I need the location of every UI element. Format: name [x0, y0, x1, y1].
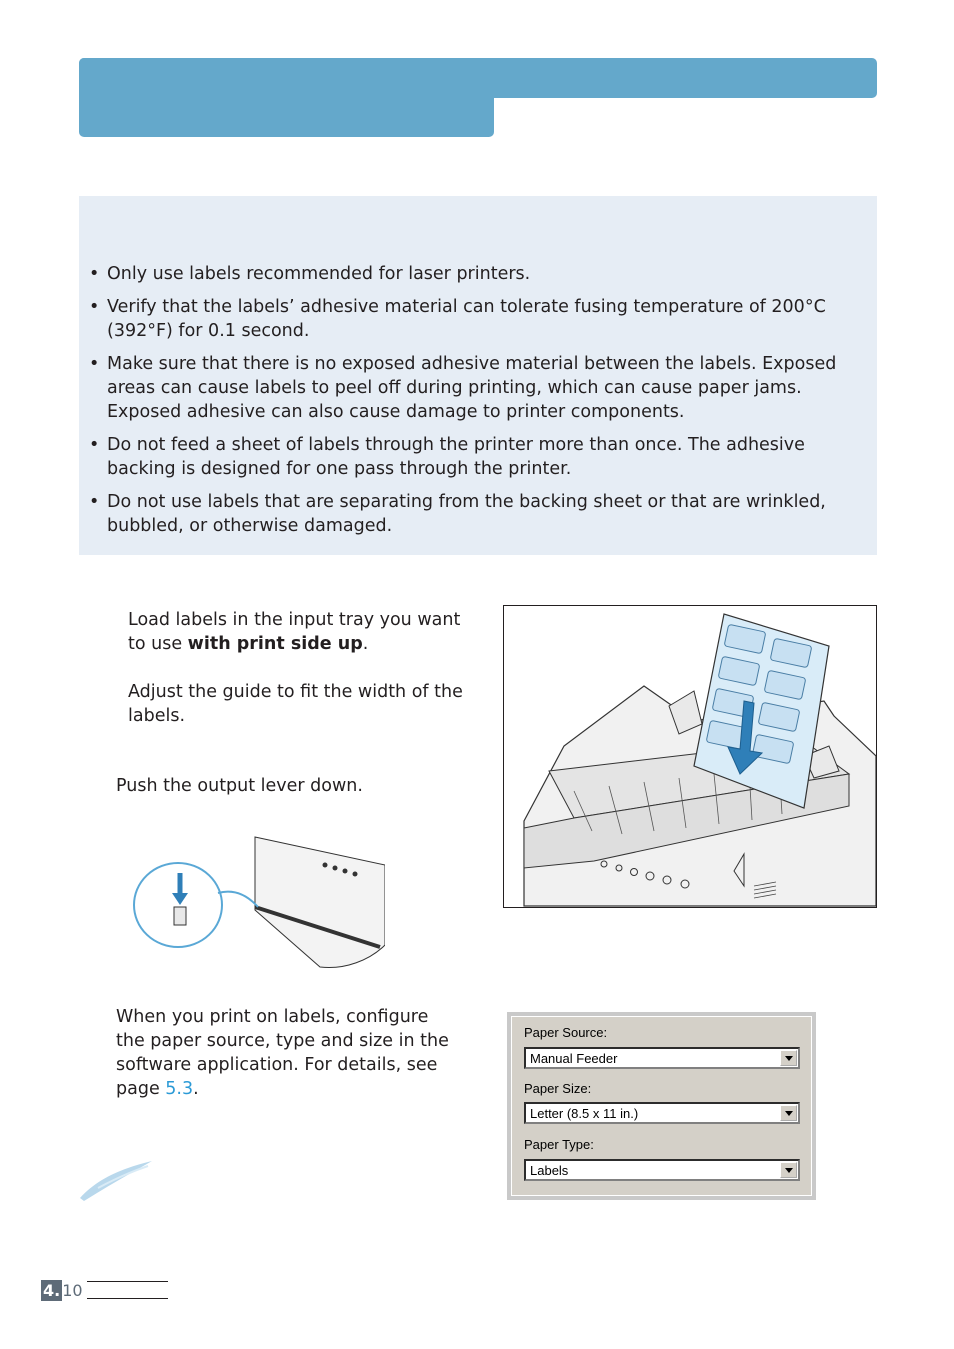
paper-source-value: Manual Feeder	[530, 1051, 618, 1066]
guideline-text: Only use labels recommended for laser printers.	[107, 264, 531, 284]
print-properties-inner	[511, 1016, 812, 1196]
guideline-item	[89, 352, 864, 424]
chevron-down-icon[interactable]	[780, 1162, 797, 1178]
paper-size-select[interactable]	[524, 1102, 800, 1124]
bullet-glyph: •	[89, 297, 100, 317]
bullet-glyph: •	[89, 354, 100, 374]
bullet-glyph: •	[89, 264, 100, 284]
step-load-labels	[128, 608, 468, 656]
step-load-text: Load labels in the input tray you want to use	[128, 610, 461, 654]
chapter-number: 4.	[43, 1281, 61, 1300]
step-adjust-guide: Adjust the guide to fit the width of the labels.	[128, 682, 463, 726]
page-reference-link[interactable]: 5.3	[165, 1079, 194, 1099]
paper-type-select[interactable]	[524, 1159, 800, 1181]
guideline-text: Do not feed a sheet of labels through the printer more than once. The adhesive backing is designed for one pass through the printer.	[107, 435, 805, 479]
footer-rule	[87, 1281, 168, 1282]
guideline-text: Do not use labels that are separating from the backing sheet or that are wrinkled, bubbled, or otherwise damaged.	[107, 492, 826, 536]
paper-size-value: Letter (8.5 x 11 in.)	[530, 1106, 639, 1121]
note-swoosh-drawing	[78, 1158, 156, 1203]
printer-drawing	[504, 606, 876, 907]
paper-type-label: Paper Type:	[524, 1137, 594, 1152]
print-properties-panel	[507, 1012, 816, 1200]
step-configure-software	[116, 1005, 461, 1101]
guideline-text: Make sure that there is no exposed adhesive material between the labels. Exposed areas can cause labels to peel off during printing, which can cause paper jams. Exposed adhesive can also cause damage to printer components.	[107, 354, 837, 422]
step-output-lever: Push the output lever down.	[116, 776, 363, 796]
printer-loading-illustration	[503, 605, 877, 908]
label-guidelines-box	[79, 196, 877, 555]
guideline-item	[89, 433, 864, 481]
chapter-header-tab	[79, 58, 494, 137]
step-configure-period: .	[193, 1079, 199, 1099]
footer-rule	[87, 1298, 168, 1299]
output-lever-drawing	[130, 835, 385, 980]
output-lever-illustration	[130, 835, 385, 980]
guideline-text: Verify that the labels’ adhesive material can tolerate fusing temperature of 200°C (392°F) for 0.1 second.	[107, 297, 826, 341]
guideline-item	[89, 262, 864, 286]
bullet-glyph: •	[89, 492, 100, 512]
paper-size-label: Paper Size:	[524, 1081, 592, 1096]
guideline-item	[89, 490, 864, 538]
page-index: 10	[62, 1281, 83, 1300]
step-load-period: .	[362, 634, 369, 654]
guideline-item	[89, 295, 864, 343]
paper-type-value: Labels	[530, 1163, 569, 1178]
step-load-emphasis: with print side up	[187, 634, 363, 654]
bullet-glyph: •	[89, 435, 100, 455]
page-number	[41, 1280, 83, 1301]
chevron-down-icon[interactable]	[780, 1105, 797, 1121]
chevron-down-icon[interactable]	[780, 1050, 797, 1066]
note-icon	[78, 1158, 156, 1203]
step-configure-text: When you print on labels, configure the paper source, type and size in the software application. For details, see page	[116, 1007, 449, 1099]
paper-source-label: Paper Source:	[524, 1025, 608, 1040]
guidelines-list	[89, 262, 864, 547]
paper-source-select[interactable]	[524, 1047, 800, 1069]
